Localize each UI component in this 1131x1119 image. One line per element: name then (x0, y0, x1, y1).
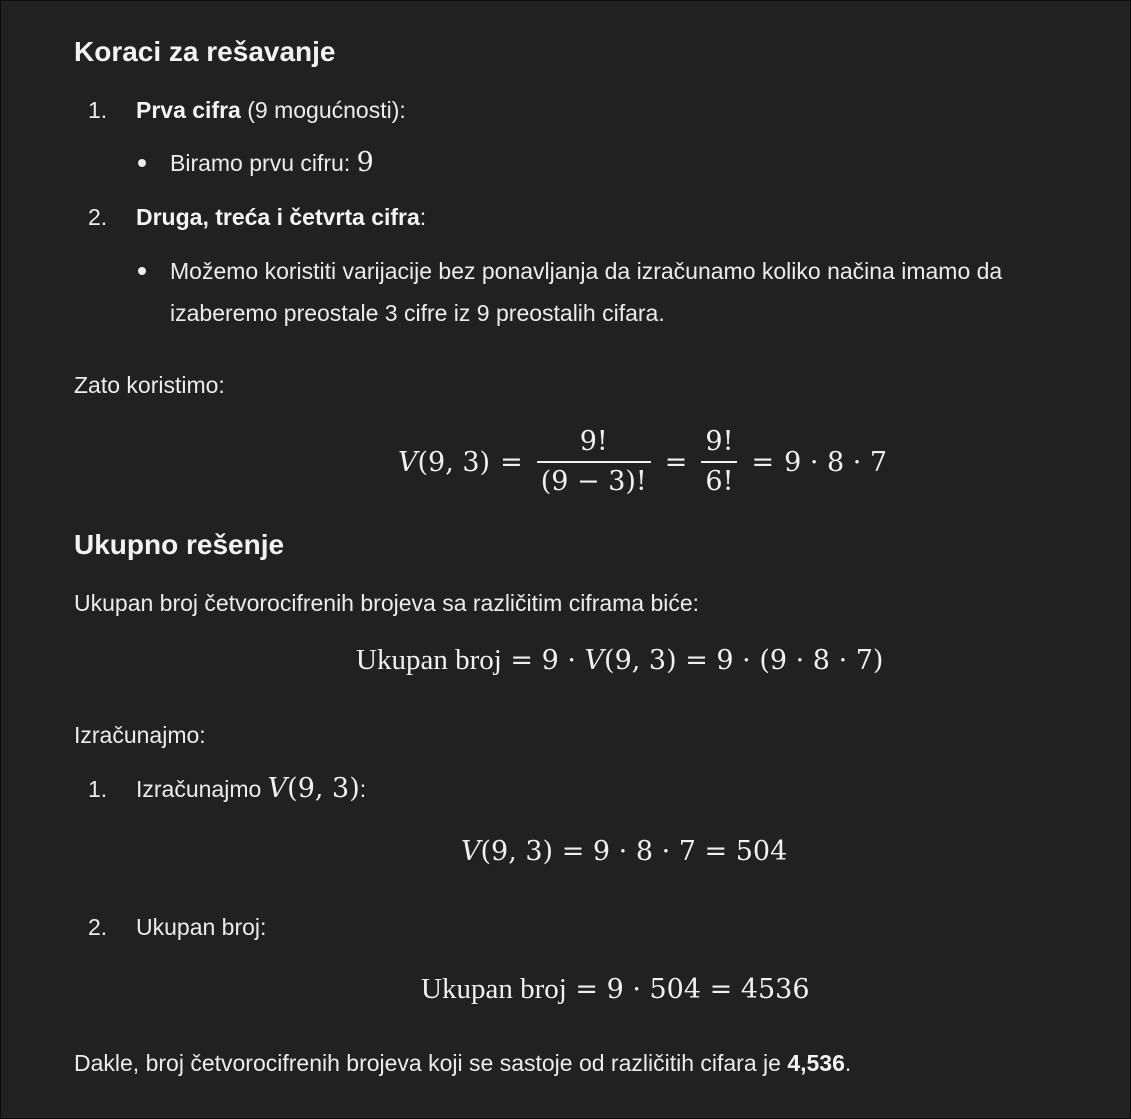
bullet-icon (138, 267, 146, 275)
step-2-number: 2. (88, 204, 108, 230)
step-2-bullet-line-1: Možemo koristiti varijacije bez ponavljanja da izračunamo koliko načina imamo da (170, 258, 1003, 284)
fraction-bar (537, 461, 651, 463)
formula-v-result (461, 836, 787, 867)
fraction-2-denominator: 6! (705, 466, 734, 497)
formula-variation (398, 420, 887, 504)
step-1-rest: (9 mogućnosti): (240, 97, 406, 123)
conclusion-end: . (844, 1050, 852, 1076)
step-1-bold: Prva cifra (136, 97, 241, 123)
formula-3-v: V (461, 836, 481, 867)
calc-1-number: 1. (88, 776, 108, 802)
calc-1-v: V (267, 773, 288, 804)
formula-2-v: V (584, 645, 605, 676)
fraction-2-numerator: 9! (705, 426, 734, 457)
step-2-bold: Druga, treća i četvrta cifra (136, 204, 420, 230)
heading-steps: Koraci za rešavanje (74, 36, 336, 67)
calc-1-colon: : (359, 776, 367, 802)
calc-2-number: 2. (88, 914, 108, 940)
formula-1-eq-3: = (751, 446, 775, 478)
step-1-bullet-text: Biramo prvu cifru: (170, 150, 357, 176)
zato-text: Zato koristimo: (74, 372, 225, 398)
formula-total (356, 644, 883, 677)
formula-2-label: Ukupan broj (356, 644, 502, 676)
step-1-bullet (170, 142, 374, 184)
conclusion (74, 1042, 851, 1084)
formula-1-args: (9, 3) (417, 446, 491, 478)
step-2 (88, 196, 426, 238)
formula-3-rhs: = 9 · 8 · 7 = 504 (561, 836, 788, 867)
formula-4-rhs: = 9 · 504 = 4536 (575, 974, 810, 1005)
fraction-1-denominator: (9 − 3)! (540, 466, 647, 497)
bullet-icon (138, 159, 146, 167)
formula-2-part1: = 9 · (510, 645, 576, 676)
formula-2-args: (9, 3) (604, 645, 677, 676)
calc-step-1 (88, 768, 366, 810)
step-1-bullet-math: 9 (356, 147, 374, 178)
formula-final (421, 973, 810, 1006)
heading-solution: Ukupno rešenje (74, 529, 285, 560)
conclusion-answer: 4,536 (787, 1050, 845, 1076)
formula-1-rhs: 9 · 8 · 7 (784, 446, 888, 478)
calc-2-text: Ukupan broj: (136, 914, 267, 940)
step-2-rest: : (419, 204, 427, 230)
fraction-bar (701, 461, 737, 463)
formula-1-eq-2: = (664, 446, 688, 478)
formula-1-eq: = (500, 446, 523, 478)
formula-2-part2: = 9 · (9 · 8 · 7) (685, 645, 884, 676)
izracunajmo-text: Izračunajmo: (74, 722, 206, 748)
step-1-number: 1. (88, 97, 108, 123)
calc-step-2 (88, 906, 266, 948)
calc-1-text: Izračunajmo (136, 776, 268, 802)
step-1 (88, 89, 406, 131)
fraction-2 (701, 425, 737, 499)
fraction-1-numerator: 9! (579, 426, 608, 457)
calc-1-args: (9, 3) (287, 773, 360, 804)
solution-intro: Ukupan broj četvorocifrenih brojeva sa različitim ciframa biće: (74, 590, 700, 616)
fraction-1 (537, 425, 651, 499)
conclusion-text: Dakle, broj četvorocifrenih brojeva koji se sastoje od različitih cifara je (74, 1050, 788, 1076)
step-2-bullet-line-2: izaberemo preostale 3 cifre iz 9 preostalih cifara. (170, 300, 665, 326)
formula-1-v: V (398, 446, 418, 478)
formula-3-args: (9, 3) (480, 836, 554, 867)
formula-4-label: Ukupan broj (421, 973, 567, 1005)
